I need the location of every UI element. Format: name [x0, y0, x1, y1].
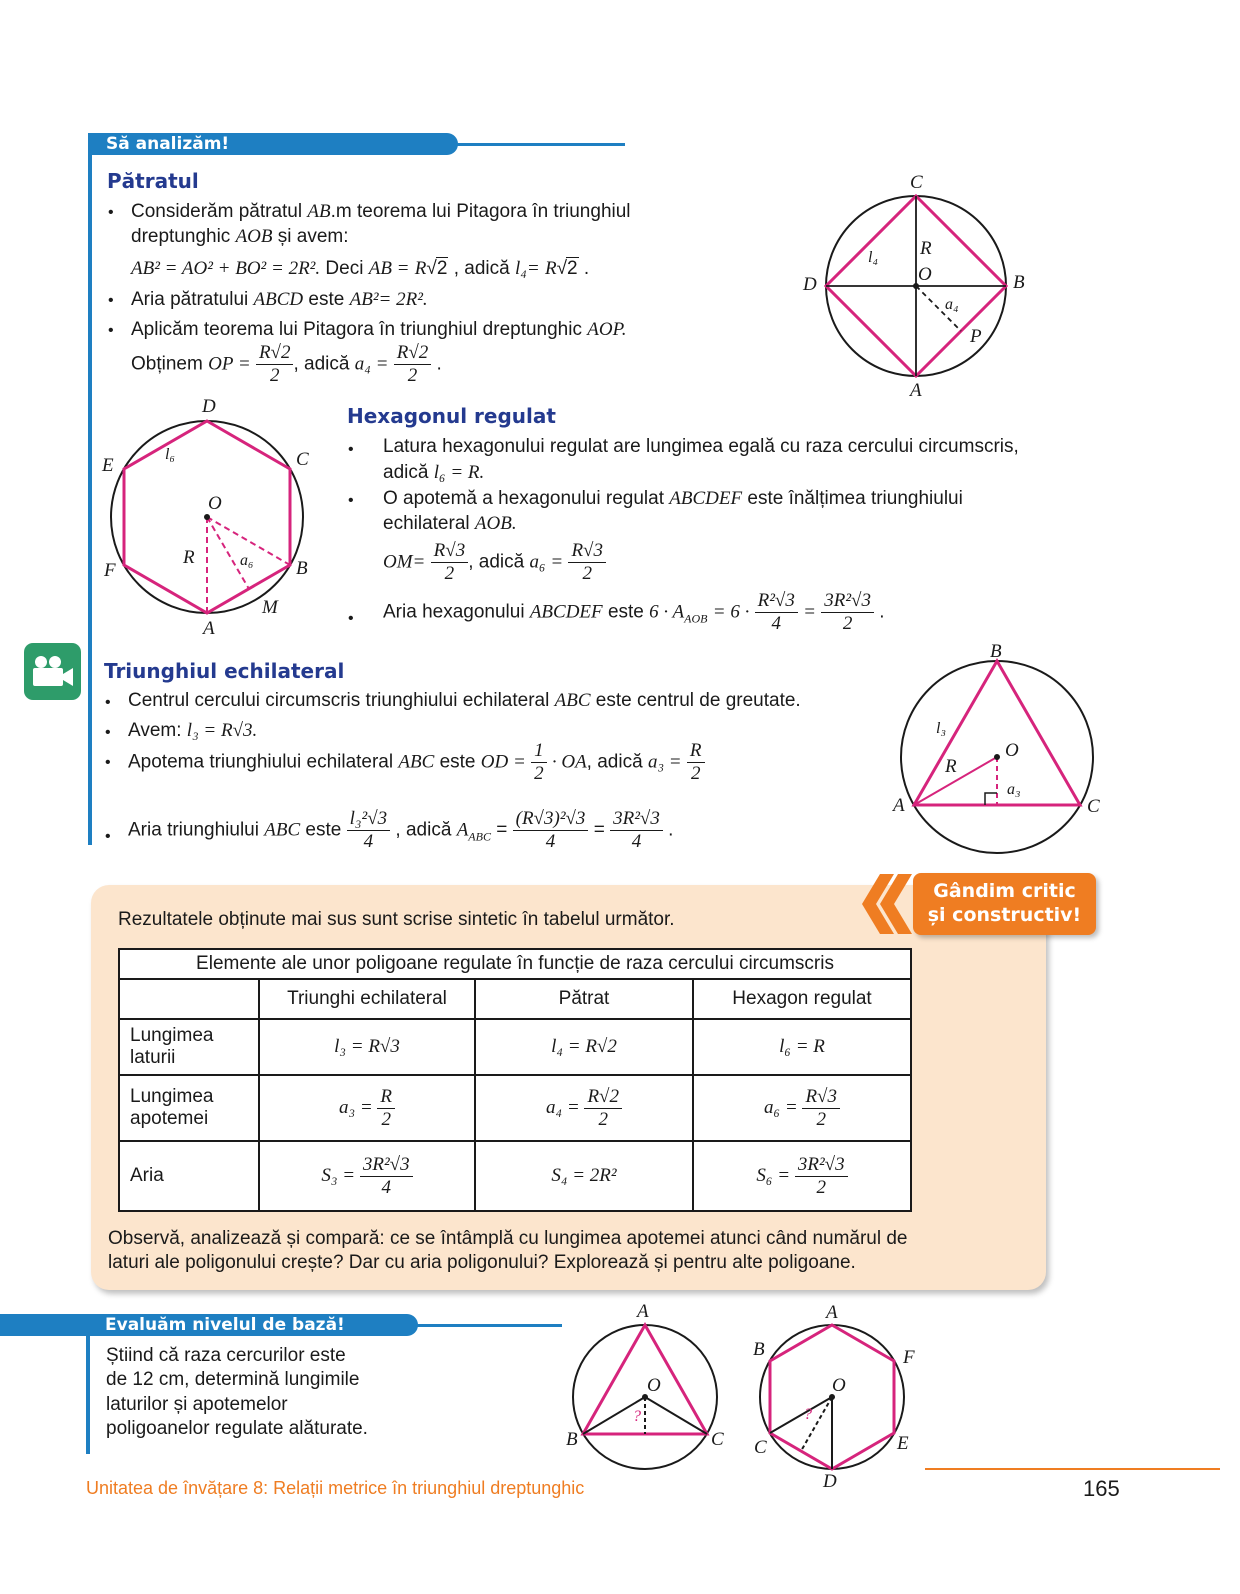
bullet: •	[348, 492, 354, 509]
label-r: R	[183, 547, 195, 568]
math: ABC	[398, 751, 435, 773]
hexagon-bullet1-line2	[383, 461, 484, 485]
hexagon-area-formula: Aria hexagonului ABCDEF este $6 \cdot A_{AOB} = 6$ · $\frac{\text{R²√3}}{4}$ = $\frac{\text{3R²√3}}{2}$ .	[383, 590, 885, 634]
fraction	[347, 808, 391, 853]
label-a6: a₆	[240, 552, 254, 569]
text: S₃ =	[321, 1164, 356, 1186]
label-a: A	[637, 1301, 649, 1322]
text: apotemei	[130, 1108, 209, 1129]
square-heading: Pătratul	[107, 169, 199, 193]
critic-badge	[913, 873, 1096, 935]
text: a₄ =	[546, 1096, 580, 1118]
numerator: R	[687, 740, 705, 763]
section-left-rule	[86, 1336, 90, 1454]
text: , adică	[293, 353, 350, 375]
cell	[475, 1075, 693, 1141]
square-bullet3-line1	[131, 318, 627, 342]
cell: l₆ = R	[693, 1019, 911, 1075]
numerator: l₃²√3	[347, 808, 391, 831]
text: Deci	[325, 258, 364, 279]
math: AOP.	[587, 319, 627, 340]
denominator: 2	[381, 1108, 391, 1130]
fraction	[802, 1086, 840, 1131]
fraction	[377, 1086, 395, 1131]
math: l₄=	[514, 258, 540, 279]
center-point	[994, 754, 1000, 760]
math: ABCDEF	[669, 488, 743, 509]
denominator: 2	[407, 365, 418, 386]
exercise-triangle-figure	[570, 1320, 720, 1470]
denominator: 4	[363, 831, 374, 852]
math: OM=	[383, 551, 426, 573]
row-label	[119, 1141, 259, 1211]
label-e: E	[102, 455, 114, 476]
math: l₆ = R.	[433, 462, 485, 483]
text: Aria pătratului	[131, 289, 249, 310]
square-bullet1-line2	[131, 225, 349, 249]
triangle-figure	[895, 655, 1100, 860]
label-c: C	[711, 1429, 724, 1450]
square-bullet1-line3: AB² = AO² + BO² = 2R². Deci AB = R√2 , adică l₄= R√2 .	[131, 258, 590, 279]
bullet: •	[108, 292, 114, 309]
math: a₆ =	[529, 551, 564, 573]
cell	[693, 1075, 911, 1141]
text: Aria	[130, 1165, 164, 1186]
exercise-line4: poligoanelor regulate alăturate.	[106, 1418, 368, 1439]
hexagon-bullet2-line1	[383, 487, 963, 511]
text: , adică	[586, 751, 643, 773]
cell: l₃ = R√3	[259, 1019, 475, 1075]
numerator: R√3	[431, 540, 469, 563]
label-a4: a₄	[945, 296, 959, 313]
denominator: 2	[816, 1176, 826, 1198]
label-m: M	[262, 597, 278, 618]
denominator: 4	[545, 831, 556, 852]
text: Obținem	[131, 353, 203, 375]
bullet: •	[108, 204, 114, 221]
radius	[770, 1397, 832, 1433]
fraction	[584, 1086, 622, 1131]
numerator: 3R²√3	[610, 808, 663, 831]
chevrons-icon	[858, 872, 918, 936]
math: A	[456, 819, 469, 841]
text: este	[308, 289, 345, 310]
label-o: O	[647, 1375, 661, 1396]
right-angle-mark	[985, 793, 997, 805]
radicand: 2	[436, 258, 448, 279]
row-label	[119, 1019, 259, 1075]
subscript: ABC	[468, 829, 491, 844]
row-label	[119, 1075, 259, 1141]
section-left-rule	[88, 155, 92, 845]
text: dreptunghic	[131, 226, 231, 247]
radical-sign: √	[556, 258, 568, 279]
text: adică	[383, 462, 429, 483]
math: = 6 ·	[712, 601, 750, 623]
text: este centrul de greutate.	[595, 690, 801, 711]
cell	[259, 1075, 475, 1141]
label-b: B	[990, 641, 1002, 662]
text: Latura hexagonului regulat are lungimea egală cu raza cercului circumscris,	[383, 436, 1019, 457]
denominator: 2	[598, 1108, 608, 1130]
observe-line2: laturi ale poligonului crește? Dar cu aria poligonului? Explorează și pentru alte poligoane.	[108, 1252, 856, 1273]
cell	[259, 1141, 475, 1211]
label-a: A	[203, 618, 215, 639]
label-c: C	[1087, 796, 1100, 817]
label-d: D	[803, 274, 817, 295]
denominator: 2	[534, 763, 544, 784]
bullet: •	[105, 828, 111, 845]
math: 6 · A	[649, 601, 685, 623]
denominator: 2	[444, 563, 455, 584]
label-c: C	[296, 449, 309, 470]
summary-intro: Rezultatele obținute mai sus sunt scrise sintetic în tabelul următor.	[118, 909, 675, 930]
math: AB²= 2R².	[349, 289, 428, 310]
denominator: 4	[381, 1176, 391, 1198]
numerator: 3R²√3	[795, 1154, 848, 1177]
cell: S₄ = 2R²	[475, 1141, 693, 1211]
fraction	[256, 342, 294, 387]
fraction	[531, 740, 547, 785]
fraction	[568, 540, 606, 585]
text: S₆ =	[756, 1164, 791, 1186]
triangle-heading: Triunghiul echilateral	[104, 659, 345, 683]
triangle-bullet1	[128, 689, 801, 713]
numerator: 3R²√3	[360, 1154, 413, 1177]
numerator: R√3	[802, 1086, 840, 1109]
label-b: B	[566, 1429, 578, 1450]
denominator: 2	[690, 763, 701, 784]
footer-rule	[925, 1468, 1220, 1470]
numerator: 1	[531, 740, 547, 763]
label-f: F	[104, 560, 116, 581]
bullet: •	[105, 724, 111, 741]
subscript: AOB	[684, 611, 708, 626]
section-header-line	[440, 143, 625, 146]
math: OD =	[480, 751, 526, 773]
footer-unit-title: Unitatea de învățare 8: Relații metrice în triunghiul dreptunghic	[86, 1478, 585, 1498]
label-f: F	[903, 1347, 915, 1368]
label-d: D	[823, 1471, 837, 1492]
exercise-hexagon-figure	[755, 1320, 910, 1475]
math: =	[803, 601, 816, 623]
math: l₃ = R√3.	[186, 720, 258, 741]
numerator: R√2	[394, 342, 432, 365]
fraction	[610, 808, 663, 853]
text: .m teorema lui Pitagora în triunghiul	[330, 201, 631, 222]
math: OP =	[208, 353, 251, 375]
fraction	[821, 590, 874, 635]
text: Apotema triunghiului echilateral	[128, 751, 394, 773]
denominator: 2	[269, 365, 280, 386]
denominator: 4	[631, 831, 642, 852]
math: AB² = AO² + BO² = 2R².	[131, 258, 321, 279]
exercise-line3: laturilor și apotemelor	[106, 1394, 288, 1415]
label-d: D	[202, 396, 216, 417]
fraction	[795, 1154, 848, 1199]
header-square: Pătrat	[475, 979, 693, 1019]
label-b: B	[753, 1339, 765, 1360]
fraction	[360, 1154, 413, 1199]
text: este	[607, 601, 644, 623]
math: a₃ =	[647, 751, 682, 773]
label-a3: a₃	[1007, 781, 1021, 798]
math: R	[544, 258, 557, 279]
label-a: A	[893, 795, 905, 816]
cell: l₄ = R√2	[475, 1019, 693, 1075]
bullet: •	[105, 754, 111, 771]
numerator: R√2	[584, 1086, 622, 1109]
fraction	[687, 740, 705, 785]
math: AB =	[368, 258, 410, 279]
page-number: 165	[1083, 1476, 1120, 1501]
denominator: 2	[842, 613, 853, 634]
math: AOB.	[474, 513, 517, 534]
text: , adică	[395, 819, 452, 841]
text: Avem:	[128, 720, 182, 741]
text: laturii	[130, 1047, 176, 1068]
badge-line2: și constructiv!	[927, 904, 1082, 926]
triangle-polygon	[583, 1325, 707, 1434]
math: R	[414, 258, 427, 279]
table-corner	[119, 979, 259, 1019]
triangle-bullet3	[128, 740, 705, 785]
text: , adică	[453, 258, 510, 279]
label-o: O	[832, 1375, 846, 1396]
bullet: •	[348, 441, 354, 458]
label-o: O	[208, 493, 222, 514]
denominator: 4	[771, 613, 781, 634]
numerator: R²√3	[755, 590, 798, 613]
fraction	[755, 590, 798, 635]
text: Centrul cercului circumscris triunghiului echilateral	[128, 690, 550, 711]
text: Aria hexagonului	[383, 601, 525, 623]
label-c: C	[754, 1437, 767, 1458]
table-row	[119, 1141, 911, 1211]
numerator: R	[377, 1086, 395, 1109]
math: ABCD	[253, 289, 304, 310]
hexagon-apothem-formula	[383, 540, 606, 585]
text: , adică	[468, 551, 525, 573]
hexagon-bullet1-line1	[383, 435, 1019, 459]
math: ABC	[554, 690, 591, 711]
cell	[693, 1141, 911, 1211]
numerator: R√3	[568, 540, 606, 563]
radical-sign: √	[426, 258, 437, 279]
text: Aplicăm teorema lui Pitagora în triunghiul dreptunghic	[131, 319, 582, 340]
numerator: 3R²√3	[821, 590, 874, 613]
square-bullet2	[131, 288, 428, 312]
text: este înălțimea triunghiului	[747, 488, 963, 509]
label-question: ?	[633, 1408, 641, 1425]
text: este	[439, 751, 476, 773]
numerator: R√2	[256, 342, 294, 365]
observe-line1: Observă, analizează și compară: ce se întâmplă cu lungimea apotemei atunci când numărul de	[108, 1228, 908, 1249]
label-b: B	[1013, 272, 1025, 293]
label-l3: l₃	[936, 720, 947, 737]
header-hexagon: Hexagon regulat	[693, 979, 911, 1019]
label-l4: l₄	[868, 249, 879, 266]
label-b: B	[296, 558, 308, 579]
hexagon-bullet2-line2	[383, 512, 517, 536]
text: Lungimea	[130, 1086, 214, 1107]
square-figure	[800, 170, 1040, 405]
fraction	[394, 342, 432, 387]
section-header-analyze: Să analizăm!	[88, 133, 458, 155]
header-triangle: Triunghi echilateral	[259, 979, 475, 1019]
table-row	[119, 1075, 911, 1141]
fraction	[513, 808, 589, 853]
label-c: C	[910, 172, 923, 193]
label-o: O	[918, 264, 932, 285]
video-camera-icon[interactable]	[24, 643, 81, 700]
text: a₃ =	[338, 1096, 373, 1118]
triangle-bullet4: Aria triunghiului ABC este $\frac{\text{l₃²√3}}{4}$ , adică $A_{ABC}$ = $\frac{\text{(R√3)²√3}}{4}$ = $\frac{\text{3R²√3}}{4}$ .	[128, 808, 674, 852]
summary-table	[118, 948, 912, 1212]
text: Aria triunghiului	[128, 819, 259, 841]
text: O apotemă a hexagonului regulat	[383, 488, 664, 509]
bullet: •	[105, 694, 111, 711]
math: ABCDEF	[529, 601, 603, 623]
table-row	[119, 1019, 911, 1075]
section-header-evaluate: Evaluăm nivelul de bază!	[0, 1314, 418, 1336]
text: Lungimea	[130, 1025, 214, 1046]
exercise-line2: de 12 cm, determină lungimile	[106, 1369, 360, 1390]
table-caption: Elemente ale unor poligoane regulate în funcție de raza cercului circumscris	[119, 949, 911, 979]
label-a: A	[910, 380, 922, 401]
radicand: 2	[567, 258, 578, 279]
bullet: •	[108, 322, 114, 339]
numerator: (R√3)²√3	[513, 808, 589, 831]
badge-line1: Gândim critic	[933, 880, 1076, 902]
math: · OA	[551, 751, 587, 773]
math: AOB	[235, 226, 273, 247]
text: este	[305, 819, 342, 841]
math: AB	[307, 201, 331, 222]
denominator: 2	[816, 1108, 826, 1130]
label-o: O	[1005, 740, 1019, 761]
label-e: E	[897, 1433, 909, 1454]
label-p: P	[970, 326, 982, 347]
denominator: 2	[582, 563, 592, 584]
fraction	[431, 540, 469, 585]
text: echilateral	[383, 513, 470, 534]
label-a: A	[826, 1302, 838, 1323]
label-r: R	[945, 756, 957, 777]
hexagon-figure	[100, 410, 315, 625]
math: a₄ =	[354, 353, 389, 375]
square-bullet3-line2: Obținem OP = $\frac{R√2}{2}$ , adică a₄ = $\frac{R√2}{2}$ .	[131, 342, 442, 386]
section-header-line	[400, 1324, 562, 1327]
text: a₆ =	[764, 1096, 798, 1118]
label-l6: l₆	[165, 446, 176, 463]
text: Considerăm pătratul	[131, 201, 303, 222]
label-r: R	[920, 238, 932, 259]
hexagon-heading: Hexagonul regulat	[347, 404, 556, 428]
camera-glyph	[24, 643, 81, 700]
exercise-line1: Știind că raza cercurilor este	[106, 1345, 346, 1366]
bullet: •	[348, 610, 354, 627]
label-question: ?	[804, 1406, 812, 1423]
square-bullet1-line1	[131, 200, 631, 224]
text: și avem:	[277, 226, 349, 247]
math: ABC	[264, 819, 301, 841]
